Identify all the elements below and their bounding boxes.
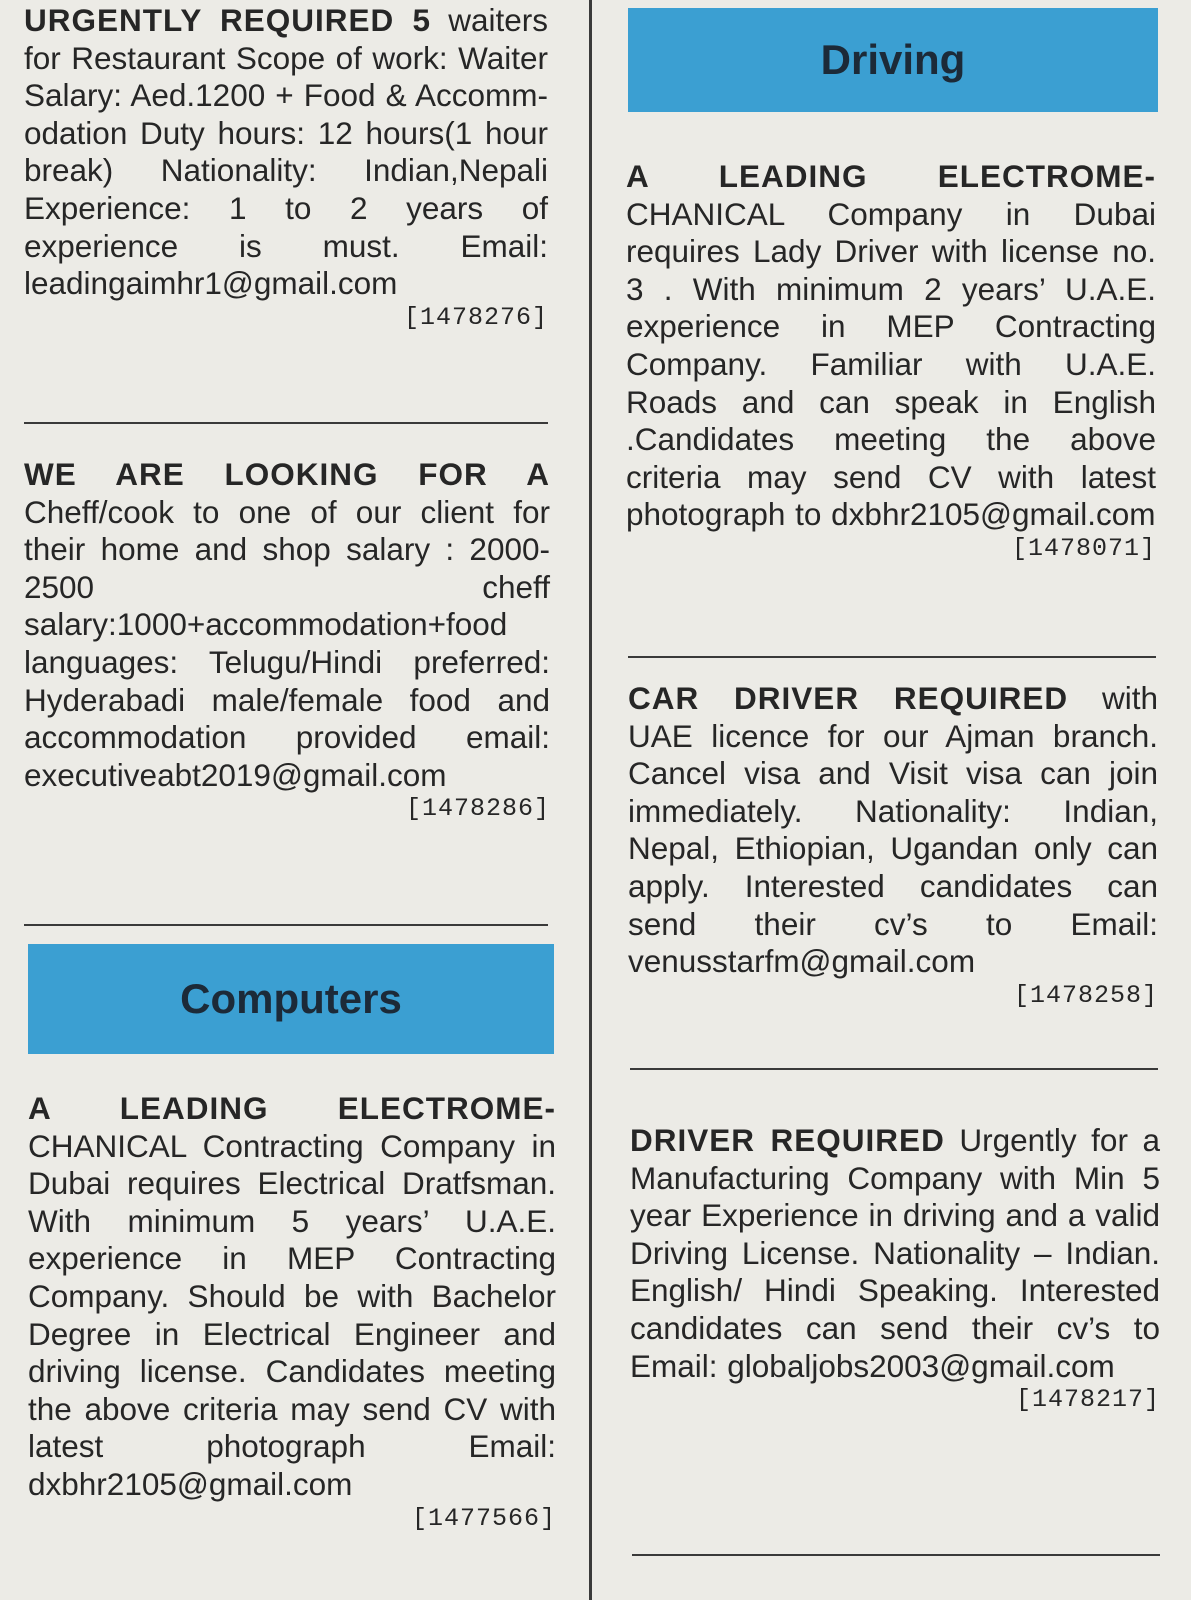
ad-separator [628,656,1156,658]
ad-heading: WE ARE LOOKING FOR A [24,456,550,492]
ad-heading: A LEADING ELECTROME- [626,158,1156,194]
ad-text [628,680,1158,981]
section-title: Computers [180,975,402,1022]
ad-body: Cheff/cook to one of our client for their home and shop salary : 2000-2500 cheff salary:1000+accommodation+food languages: Telugu/Hindi preferred: Hyderabadi male/female food and accommodation provided email: executiveabt2019@gmail.com [24,493,550,793]
ad-text [28,1090,556,1504]
ad-reference-number: [1478258] [1013,980,1158,1010]
ad-reference-number: [1478276] [403,302,548,332]
ad-heading: URGENTLY REQUIRED 5 [24,2,431,38]
ad-text [626,158,1156,534]
column-divider [589,0,592,1600]
ad-body: CHANICAL Contracting Company in Dubai requires Electrical Dratfsman. With minimum 5 years’ U.A.E. experience in MEP Contracting Company. Should be with Bachelor Degree in Electrical Engineer and driving license. Candidates meeting the above criteria may send CV with latest photograph Email: dxbhr2105@gmail.com [28,1127,556,1502]
ad-heading: DRIVER REQUIRED [630,1122,945,1158]
ad-body: waiters for Restaurant Scope of work: Waiter Salary: Aed.1200 + Food & Accommodation Duty hours: 12 hours(1 hour break) Nationality: Indian,Nepali Experience: 1 to 2 years of experience is must. Email: leadingaimhr1@gmail.com [24,2,548,302]
ad-body: with UAE licence for our Ajman branch. Cancel visa and Visit visa can join immediately. Nationality: Indian, Nepal, Ethiopian, Ugandan only can apply. Interested candidates can send their cv’s to Email: venusstarfm@gmail.com [628,680,1158,980]
ad-body: Urgently for a Manufacturing Company with Min 5 year Experience in driving and a valid Driving License. Nationality – Indian. English/ Hindi Speaking. Interested candidates can send their cv’s to Email: globaljobs2003@gmail.com [630,1122,1160,1384]
ad-driver-required [630,1122,1160,1415]
ad-electrical-draftsman [28,1090,556,1534]
ad-car-driver [628,680,1158,1011]
ad-lady-driver [626,158,1156,564]
ad-separator [632,1554,1160,1556]
ad-waiters [24,2,548,333]
ad-separator [24,422,548,424]
ad-heading: A LEADING ELECTROME- [28,1090,556,1126]
ad-text [630,1122,1160,1385]
ad-cheff-cook [24,456,550,824]
ad-reference-number: [1478071] [1011,533,1156,563]
section-title: Driving [820,36,966,83]
section-header-computers [28,944,554,1054]
ad-text [24,456,550,794]
section-header-driving [628,8,1158,112]
ad-separator [24,924,548,926]
ad-text [24,2,548,303]
ad-reference-number: [1478217] [1015,1385,1160,1415]
ad-heading: CAR DRIVER REQUIRED [628,680,1069,716]
ad-separator [630,1068,1158,1070]
ad-reference-number: [1477566] [411,1503,556,1533]
ad-body: CHANICAL Company in Dubai requires Lady Driver with license no. 3 . With minimum 2 years’ U.A.E. experience in MEP Contracting Company. Familiar with U.A.E. Roads and can speak in English .Candidates meeting the above criteria may send CV with latest photograph to dxbhr2105@gmail.com [626,195,1156,533]
ad-reference-number: [1478286] [405,794,550,824]
